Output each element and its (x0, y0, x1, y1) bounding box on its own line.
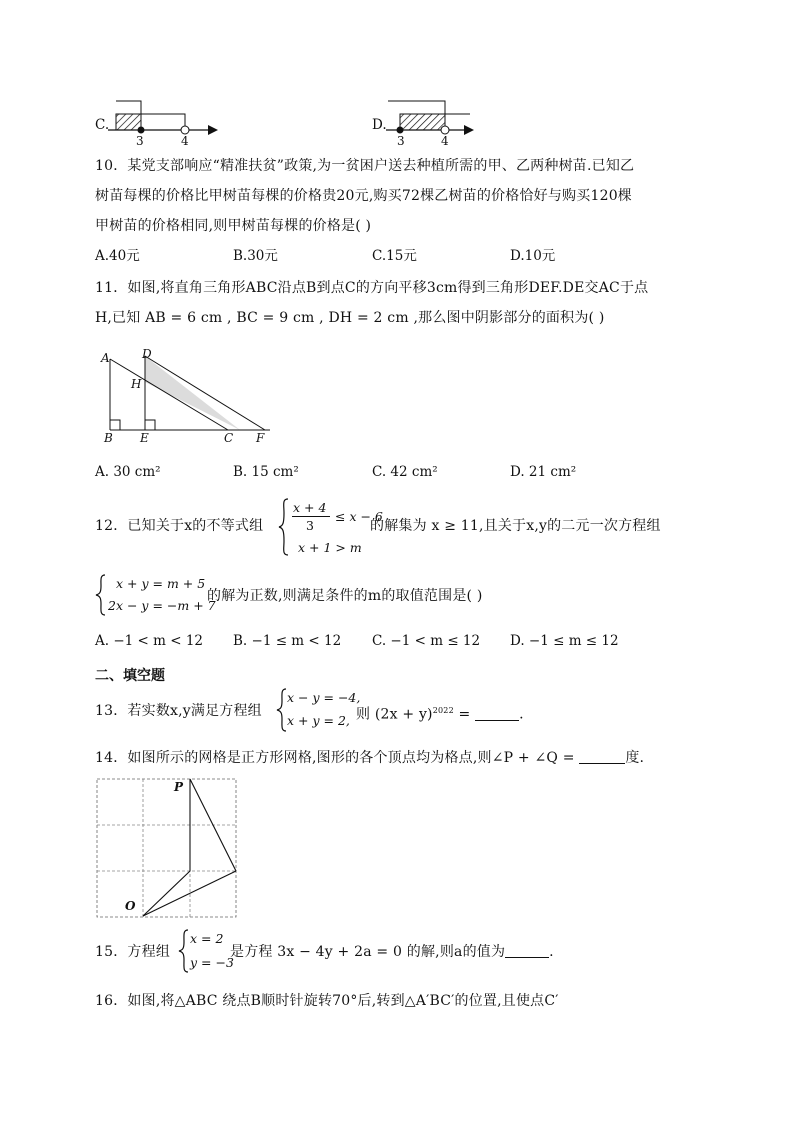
label-f: F (256, 431, 265, 445)
q11-line-2: H,已知 AB = 6 cm , BC = 9 cm , DH = 2 cm ,那么图中阴影部分的面积为( ) (95, 310, 605, 326)
equation-2: 2x − y = −m + 7 (108, 598, 216, 613)
q11-option-a: A. 30 cm² (95, 464, 161, 480)
brace-icon (278, 497, 290, 557)
q12-option-d: D. −1 ≤ m ≤ 12 (510, 633, 619, 649)
q10-option-c: C.15元 (372, 248, 417, 264)
answer-blank[interactable] (579, 749, 625, 764)
label-b: B (104, 431, 113, 445)
q13-exponent: 2022 (432, 706, 454, 715)
equation-1: x − y = −4, (287, 690, 361, 705)
q10-line-3: 甲树苗的价格相同,则甲树苗每棵的价格是( ) (95, 218, 372, 234)
q15-suffix: 是方程 3x − 4y + 2a = 0 的解,则a的值为 (230, 944, 506, 960)
brace-icon (95, 574, 107, 616)
fraction-numerator: x + 4 (293, 500, 327, 515)
option-label: C. (95, 117, 110, 133)
section-title: 二、填空题 (95, 668, 165, 684)
q15-text: 是方程 3x − 4y + 2a = 0 的解,则a的值为 . (230, 944, 554, 960)
q13-expression: 则 $(2x + y)^{2022}$ = . (356, 706, 524, 723)
q13-equals: = (453, 706, 476, 723)
q12-suffix: 的解为正数,则满足条件的m的取值范围是( ) (207, 588, 483, 604)
tick-label: 3 (136, 134, 144, 148)
q10-line-1: 10．某党支部响应“精准扶贫”政策,为一贫困户送去种植所需的甲、乙两种树苗.已知乙 (95, 158, 635, 174)
q15-prefix: 15．方程组 (95, 944, 171, 960)
label-e: E (140, 431, 149, 445)
q14-question: 14．如图所示的网格是正方形网格,图形的各个顶点均为格点,则∠P + ∠Q = (95, 750, 580, 766)
label-d: D (142, 347, 152, 361)
label-c: C (224, 431, 234, 445)
equation-1: x = 2 (190, 931, 224, 946)
q12-option-a: A. −1 < m < 12 (95, 633, 203, 649)
label-a: A (101, 351, 110, 365)
q11-option-b: B. 15 cm² (233, 464, 299, 480)
equation-1: x + y = m + 5 (116, 576, 206, 591)
q10-option-b: B.30元 (233, 248, 278, 264)
q11-option-d: D. 21 cm² (510, 464, 577, 480)
q13-prefix: 13．若实数x,y满足方程组 (95, 703, 262, 719)
inequality-1-right: ≤ x − 6 (335, 509, 383, 524)
question-16: 16．如图,将△ABC 绕点B顺时针旋转70°后,转到△A′BC′的位置,且使点C′ (95, 993, 559, 1009)
label-p: P (174, 780, 184, 794)
number-line-c (108, 96, 228, 148)
q11-line-1: 11．如图,将直角三角形ABC沿点B到点C的方向平移3cm得到三角形DEF.DE交AC于点 (95, 280, 649, 296)
q12-prefix: 12．已知关于x的不等式组 (95, 518, 264, 534)
q14-unit: 度. (625, 750, 645, 766)
q11-option-c: C. 42 cm² (372, 464, 438, 480)
tick-label: 3 (397, 134, 405, 148)
q10-option-d: D.10元 (510, 248, 556, 264)
q14-text (95, 749, 644, 767)
tick-label: 4 (181, 134, 189, 148)
label-h: H (131, 377, 142, 391)
tick-label: 4 (441, 134, 449, 148)
answer-blank[interactable] (475, 706, 519, 721)
equation-2: y = −3 (190, 955, 234, 970)
inequality-2: x + 1 > m (298, 540, 362, 555)
fraction-bar (292, 516, 330, 517)
brace-icon (178, 929, 190, 973)
equation-2: x + y = 2, (287, 713, 350, 728)
label-o: O (125, 899, 136, 913)
q14-grid-figure (95, 777, 240, 919)
q12-option-b: B. −1 ≤ m < 12 (233, 633, 342, 649)
q12-middle: 的解集为 x ≥ 11,且关于x,y的二元一次方程组 (370, 518, 661, 534)
q12-option-c: C. −1 < m ≤ 12 (372, 633, 481, 649)
q10-option-a: A.40元 (95, 248, 140, 264)
answer-blank[interactable] (505, 943, 549, 958)
option-label: D. (372, 117, 387, 133)
fraction-denominator: 3 (306, 518, 314, 533)
q13-suffix: 则 (2x + y) (356, 706, 433, 723)
q10-line-2: 树苗每棵的价格比甲树苗每棵的价格贵20元,购买72棵乙树苗的价格恰好与购买120棵 (95, 188, 632, 204)
